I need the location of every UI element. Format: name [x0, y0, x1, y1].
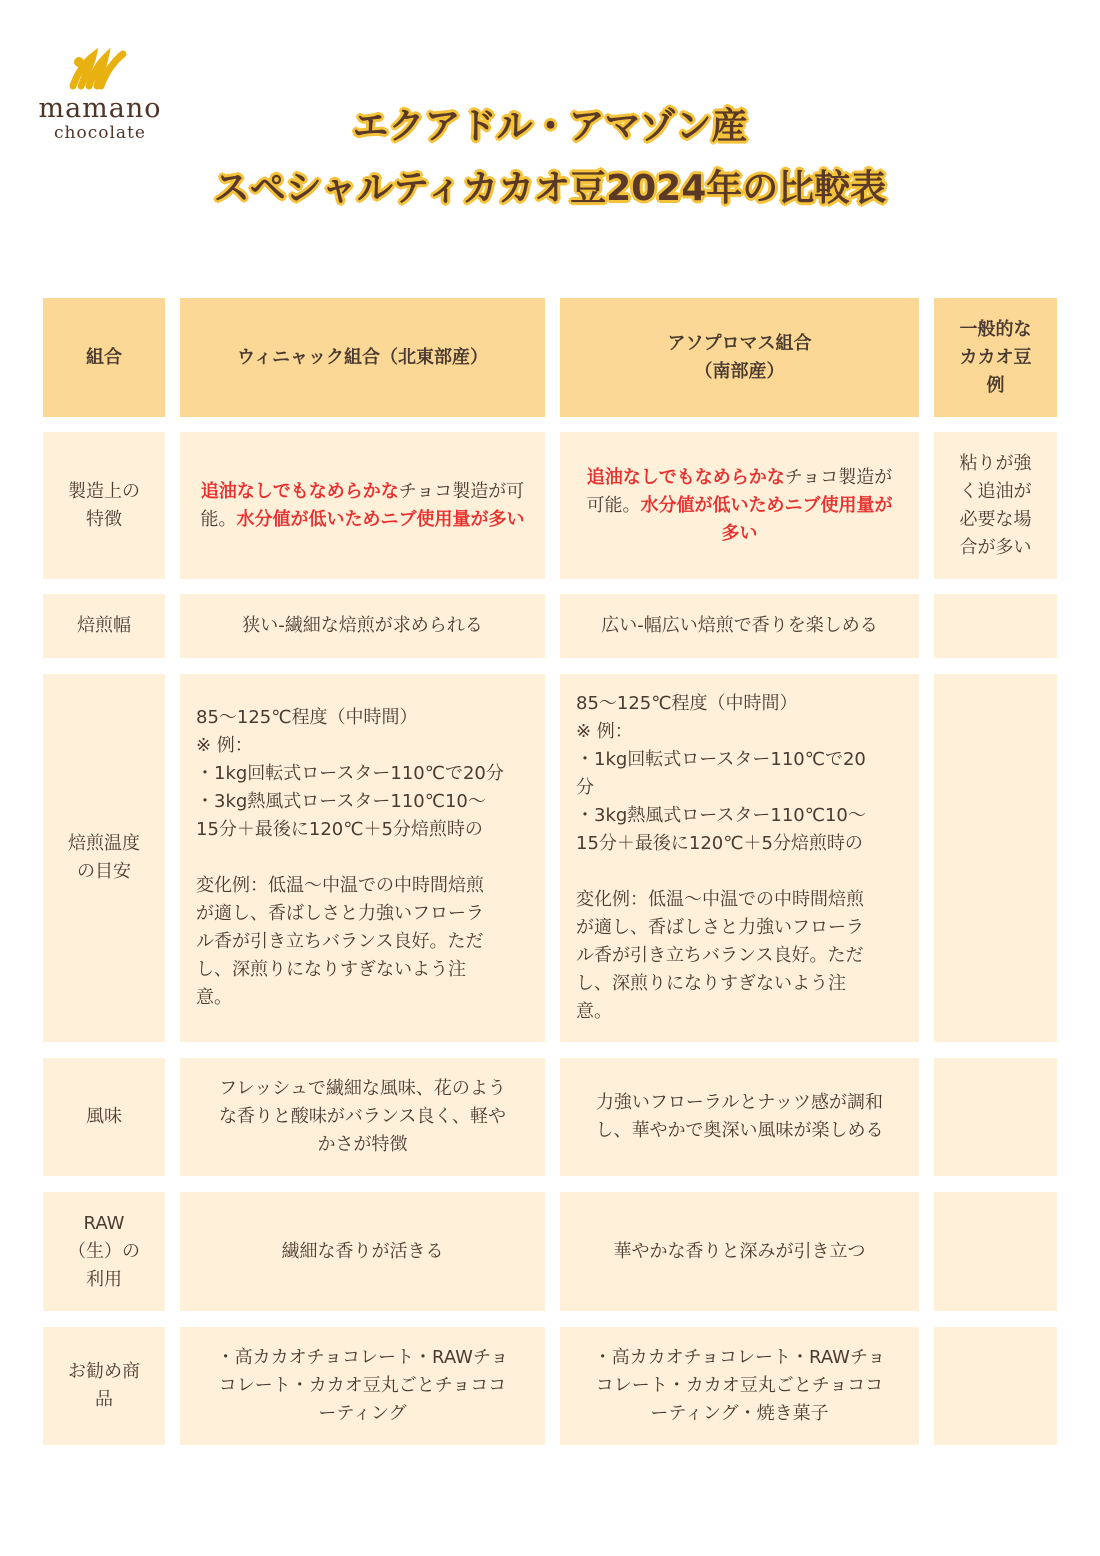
raw-general — [934, 1192, 1057, 1311]
range-winyak: 狭い-繊細な焙煎が求められる — [180, 594, 545, 658]
temp-asopromas: 85〜125℃程度（中時間） ※ 例： ・1kg回転式ロースター110℃で20 分 ・3kg熱風式ロースター110℃10〜 15分＋最後に120℃＋5分焙煎時の 変化例：低温〜中温での中時間焙煎 が適し、香ばしさと力強いフローラ ル香が引き立ちバランス良好。ただ し、深煎りになりすぎないよう注 意。 — [560, 674, 919, 1042]
row-label-flavor: 風味 — [43, 1058, 165, 1176]
header-asopromas: アソプロマス組合 （南部産） — [560, 298, 919, 417]
flavor-general — [934, 1058, 1057, 1176]
raw-winyak: 繊細な香りが活きる — [180, 1192, 545, 1311]
page-title-line2: スペシャルティカカオ豆2024年の比較表 — [213, 168, 887, 209]
features-winyak — [180, 432, 545, 579]
features-general: 粘りが強 く追油が 必要な場 合が多い — [934, 432, 1057, 579]
header-winyak: ウィニャック組合（北東部産） — [180, 298, 545, 417]
header-general: 一般的な カカオ豆 例 — [934, 298, 1057, 417]
raw-asopromas: 華やかな香りと深みが引き立つ — [560, 1192, 919, 1311]
features-asopromas — [560, 432, 919, 579]
logo-sub-text: chocolate — [54, 123, 146, 143]
products-winyak: ・高カカオチョコレート・RAWチョ コレート・カカオ豆丸ごとチョココ ーティング — [180, 1327, 545, 1445]
temp-winyak: 85〜125℃程度（中時間） ※ 例： ・1kg回転式ロースター110℃で20分 ・3kg熱風式ロースター110℃10〜 15分＋最後に120℃＋5分焙煎時の 変化例：低温〜中温での中時間焙煎 が適し、香ばしさと力強いフローラ ル香が引き立ちバランス良好。ただ し、深煎りになりすぎないよう注 意。 — [180, 674, 545, 1042]
page-title-line1: エクアドル・アマゾン産 — [352, 106, 748, 147]
header-label: 組合 — [43, 298, 165, 417]
row-label-temp: 焙煎温度 の目安 — [43, 674, 165, 1042]
range-general — [934, 594, 1057, 658]
features-winyak-text: 追油なしでもなめらかなチョコ製造が可能。水分値が低いためニブ使用量が多い — [200, 480, 525, 530]
products-general — [934, 1327, 1057, 1445]
row-label-features: 製造上の 特徴 — [43, 432, 165, 579]
flavor-asopromas: 力強いフローラルとナッツ感が調和 し、華やかで奥深い風味が楽しめる — [560, 1058, 919, 1176]
flavor-winyak: フレッシュで繊細な風味、花のよう な香りと酸味がバランス良く、軽や かさが特徴 — [180, 1058, 545, 1176]
products-asopromas: ・高カカオチョコレート・RAWチョ コレート・カカオ豆丸ごとチョココ ーティング・焼き菓子 — [560, 1327, 919, 1445]
logo-brand-text: mamano — [38, 93, 162, 124]
features-asopromas-text: 追油なしでもなめらかなチョコ製造が可能。水分値が低いためニブ使用量が多い — [586, 466, 893, 544]
row-label-raw: RAW （生）の 利用 — [43, 1192, 165, 1311]
logo-mark-icon — [67, 46, 133, 92]
row-label-products: お勧め商 品 — [43, 1327, 165, 1445]
temp-general — [934, 674, 1057, 1042]
row-label-range: 焙煎幅 — [43, 594, 165, 658]
range-asopromas: 広い-幅広い焙煎で香りを楽しめる — [560, 594, 919, 658]
